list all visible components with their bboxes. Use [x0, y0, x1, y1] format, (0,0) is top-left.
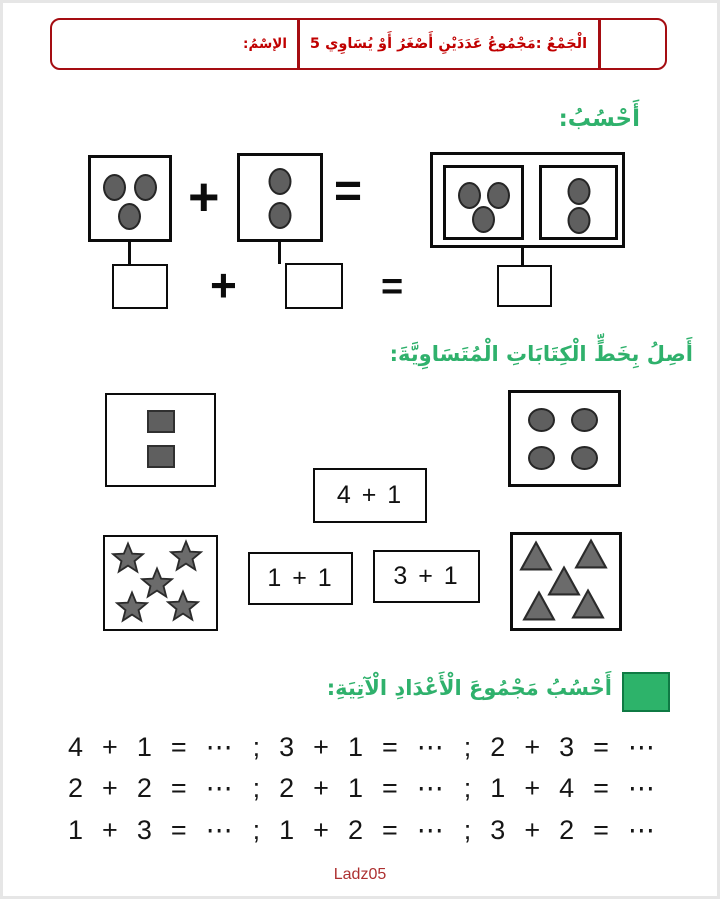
equation-token: 3: [136, 814, 152, 845]
equation-token: 3: [490, 814, 506, 845]
equation-token: 2: [68, 772, 84, 803]
footer-credit: Ladz05: [333, 866, 387, 883]
equation-token: 2: [490, 731, 506, 762]
equation-token: 1: [279, 814, 295, 845]
page-title: الْجَمْعُ :مَجْمُوعُ عَدَدَيْنِ أَصْغَرُ أَوْ يُسَاوِي 5: [309, 36, 588, 52]
equation-token: ⋯: [205, 772, 234, 803]
equation-token: 3: [279, 731, 295, 762]
circle-icon: [567, 178, 590, 205]
equals-operator: =: [334, 165, 363, 218]
header-divider: [598, 20, 601, 68]
result-sub-box-b: [539, 165, 618, 240]
circle-icon: [528, 446, 555, 470]
square-icon: [147, 410, 175, 433]
circle-icon: [458, 182, 481, 209]
equation-token: +: [313, 731, 329, 762]
expression-box-3-1[interactable]: [373, 550, 480, 603]
star-icon: [164, 589, 202, 623]
equation-token: 1: [347, 772, 363, 803]
equation-token: +: [102, 814, 118, 845]
equation-token: 4: [559, 772, 575, 803]
equation-row[interactable]: [68, 730, 656, 764]
equation-token: ⋯: [627, 814, 656, 845]
result-box: [430, 152, 625, 248]
expression-box-1-1[interactable]: [248, 552, 353, 605]
circle-icon: [567, 207, 590, 234]
equation-token: ⋯: [416, 731, 445, 762]
equation-token: =: [170, 731, 187, 762]
circle-icon: [269, 168, 292, 195]
equals-operator: =: [381, 266, 404, 308]
circle-icon: [269, 202, 292, 229]
equation-token: 2: [559, 814, 575, 845]
name-label: الإسْمُ:: [243, 36, 287, 52]
green-square-icon: [622, 672, 670, 712]
triangles-box[interactable]: [510, 532, 622, 631]
equation-token: 1: [136, 731, 152, 762]
circle-icon: [118, 203, 141, 230]
equation-token: 2: [136, 772, 152, 803]
answer-box-a[interactable]: [112, 264, 168, 309]
circle-icon: [571, 446, 598, 470]
equation-token: +: [313, 772, 329, 803]
separator: ;: [252, 731, 261, 762]
equation-token: +: [524, 814, 541, 845]
expression-box-4-1[interactable]: [313, 468, 427, 523]
equation-token: +: [102, 772, 118, 803]
circle-icon: [472, 206, 495, 233]
equation-token: ⋯: [416, 814, 445, 845]
equation-token: =: [381, 731, 398, 762]
equation-token: =: [381, 772, 398, 803]
stars-box[interactable]: [103, 535, 218, 631]
equation-token: =: [593, 731, 609, 762]
equation-token: ⋯: [205, 731, 234, 762]
header-box: [50, 18, 667, 70]
equation-token: 1: [68, 814, 84, 845]
equation-token: 3: [559, 731, 575, 762]
equation-row[interactable]: [68, 771, 656, 805]
circle-icon: [487, 182, 510, 209]
star-icon: [113, 590, 151, 624]
equation-token: 1: [490, 772, 506, 803]
answer-box-sum[interactable]: [497, 265, 552, 307]
separator: ;: [463, 731, 472, 762]
equation-token: ⋯: [627, 731, 656, 762]
addend-box-a: [88, 155, 172, 242]
answer-box-b[interactable]: [285, 263, 343, 309]
equation-token: ⋯: [627, 772, 656, 803]
circle-icon: [103, 174, 126, 201]
equation-token: =: [593, 814, 609, 845]
equation-token: ⋯: [416, 772, 445, 803]
plus-operator: +: [210, 259, 237, 311]
separator: ;: [252, 772, 261, 803]
separator: ;: [463, 814, 472, 845]
sum-heading: أَحْسُبُ مَجْمُوعَ الْأَعْدَادِ الْآتِيَةِ:: [326, 676, 612, 700]
squares-box[interactable]: [105, 393, 216, 487]
triangle-icon: [520, 589, 558, 623]
circles-box[interactable]: [508, 390, 621, 487]
equation-token: =: [381, 814, 398, 845]
equation-token: +: [102, 731, 118, 762]
connector-line: [521, 248, 524, 266]
equation-token: ⋯: [205, 814, 234, 845]
expression-label: 1 + 1: [267, 564, 334, 592]
equation-token: +: [524, 731, 541, 762]
equation-token: +: [524, 772, 541, 803]
expression-label: 3 + 1: [393, 562, 460, 590]
connector-line: [278, 242, 281, 264]
separator: ;: [463, 772, 472, 803]
equation-token: =: [170, 814, 187, 845]
plus-operator: +: [188, 167, 220, 227]
equation-row[interactable]: [68, 813, 656, 847]
square-icon: [147, 445, 175, 468]
result-sub-box-a: [443, 165, 524, 240]
connector-line: [128, 242, 131, 265]
circle-icon: [571, 408, 598, 432]
calc-heading: أَحْسُبُ:: [558, 106, 640, 132]
circle-icon: [528, 408, 555, 432]
circle-icon: [134, 174, 157, 201]
separator: ;: [252, 814, 261, 845]
equation-token: 1: [347, 731, 363, 762]
triangle-icon: [569, 587, 607, 621]
equation-token: =: [593, 772, 609, 803]
equation-token: =: [170, 772, 187, 803]
equation-token: 4: [68, 731, 84, 762]
match-heading: أَصِلُ بِخَطٍّ الْكِتَابَاتِ الْمُتَسَاوِيَّةَ:: [389, 342, 693, 366]
equation-token: 2: [347, 814, 363, 845]
equation-token: +: [313, 814, 329, 845]
addend-box-b: [237, 153, 323, 242]
expression-label: 4 + 1: [336, 481, 404, 509]
equation-token: 2: [279, 772, 295, 803]
